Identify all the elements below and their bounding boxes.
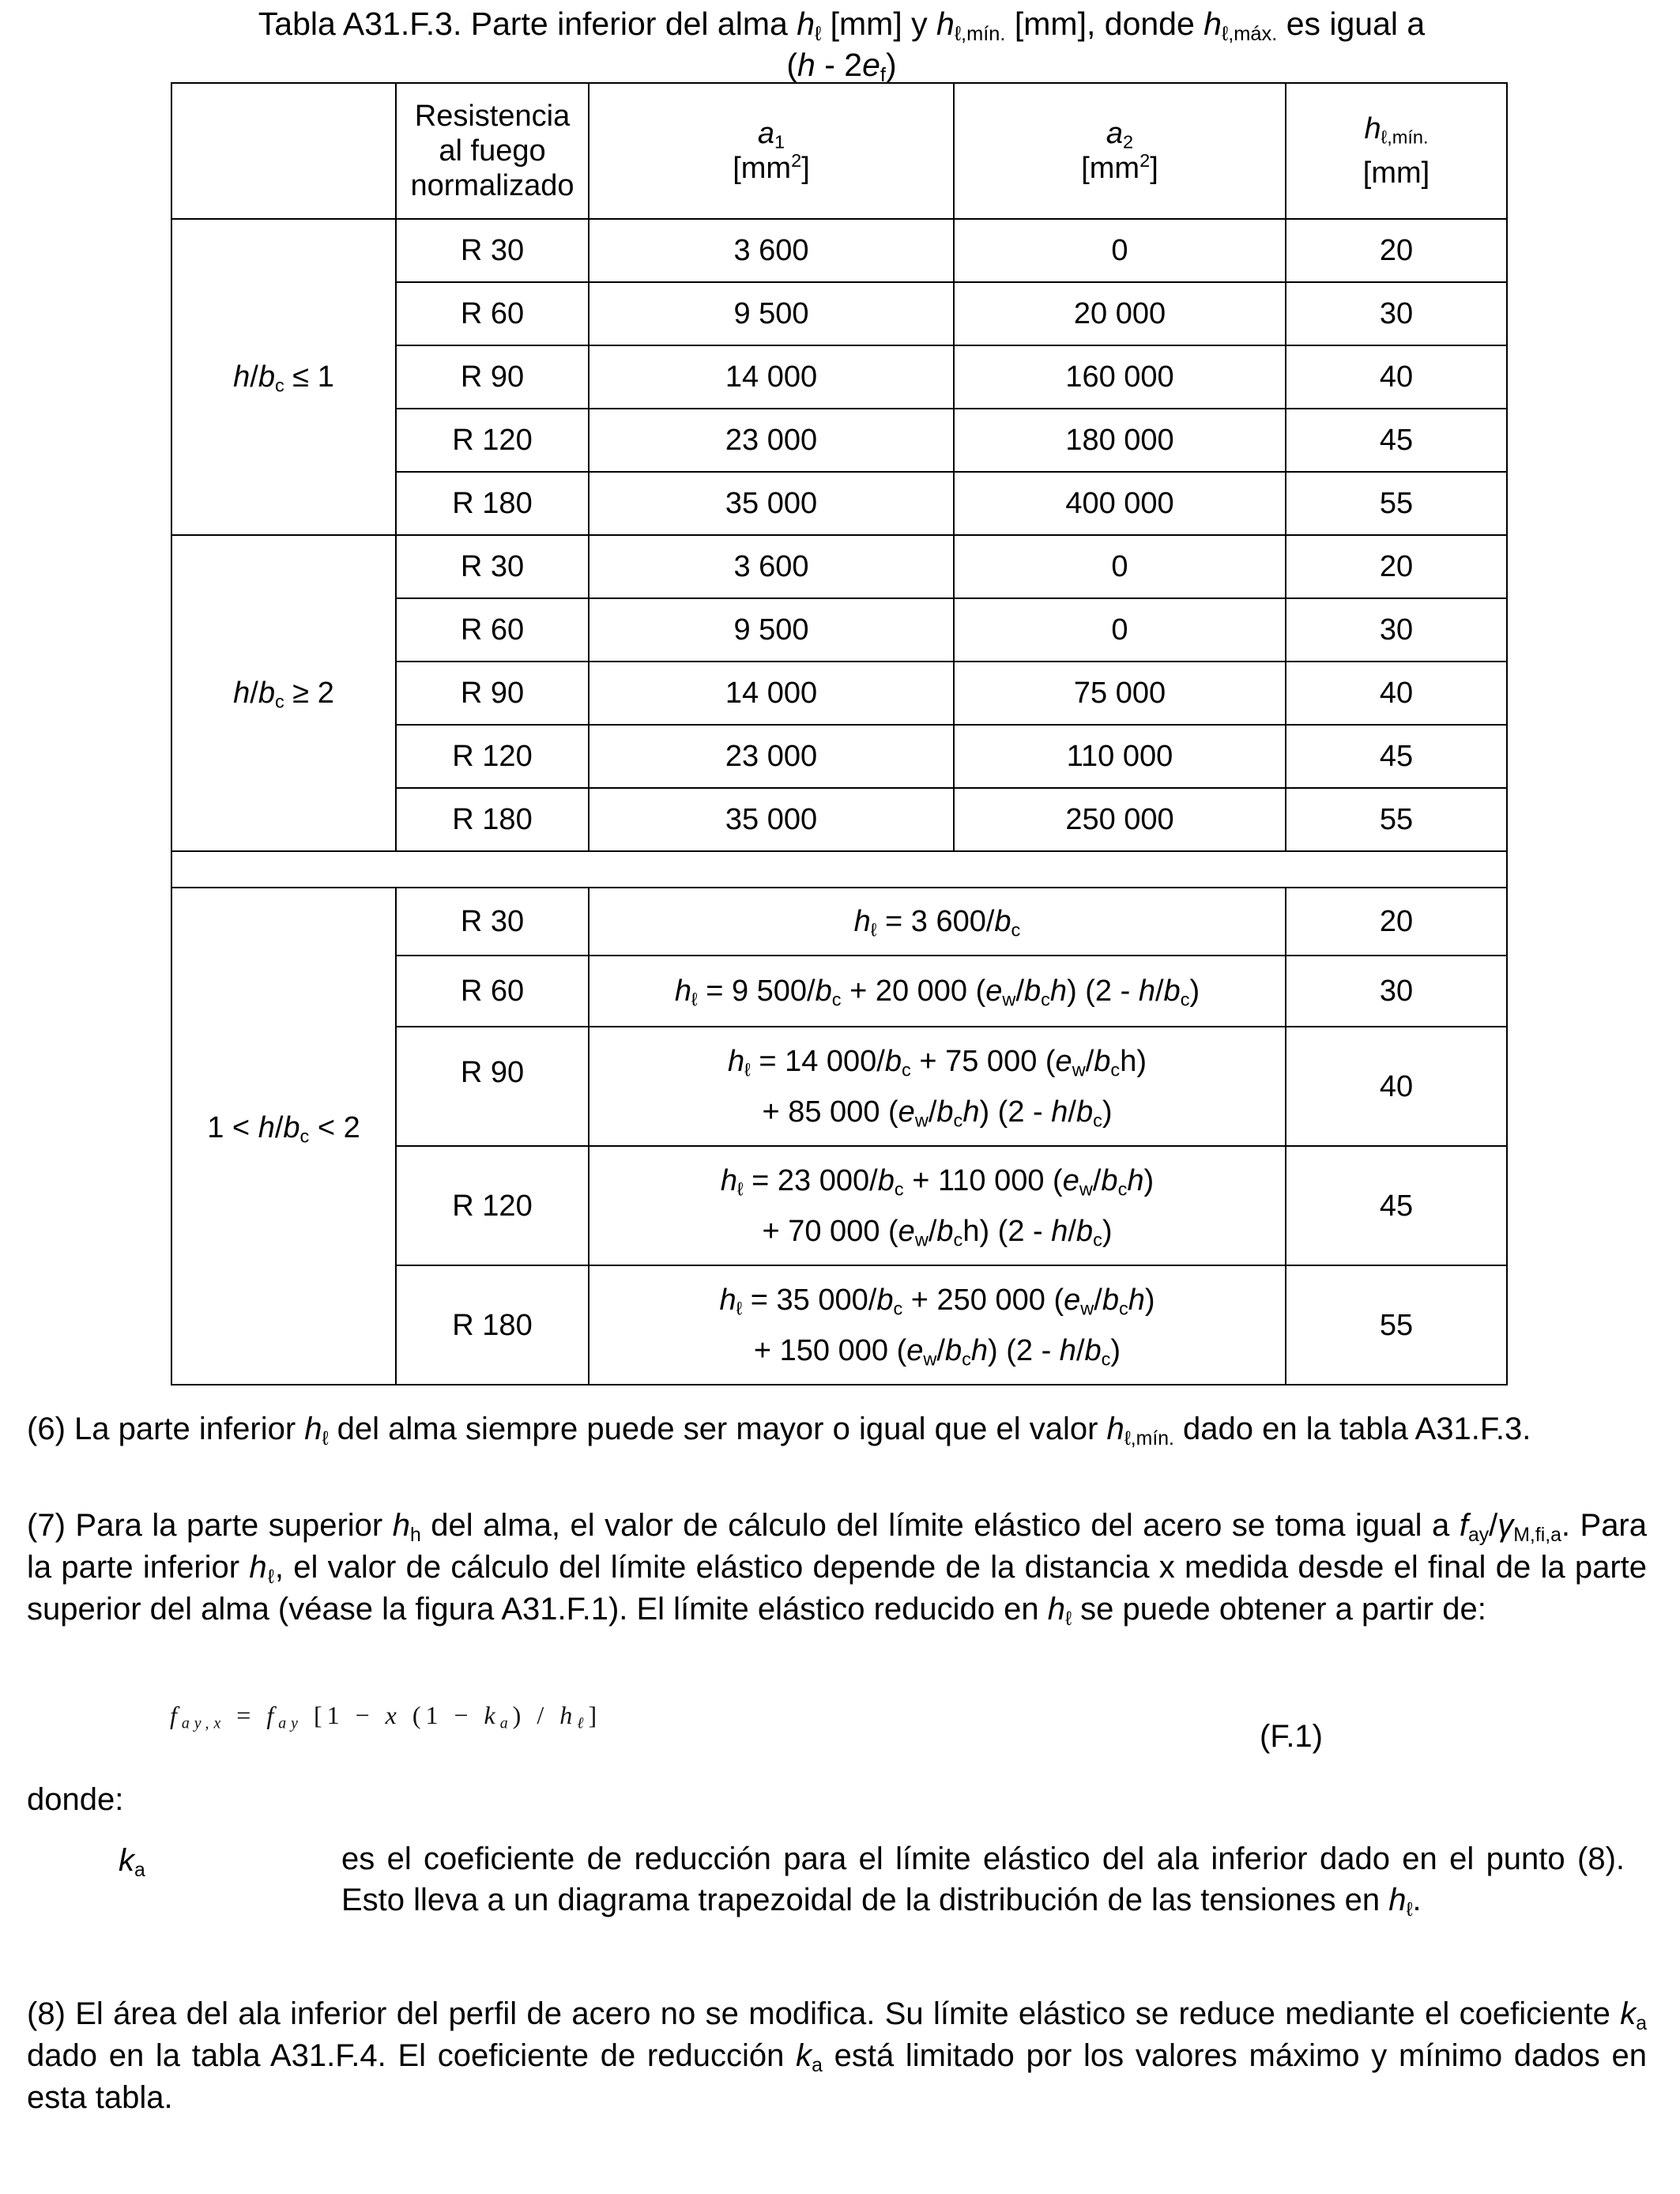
header-a1: $a_1$ $[mm^2]$	[589, 83, 954, 219]
cell-resistance: R 90	[396, 662, 589, 725]
cell-resistance: R 30	[396, 219, 589, 282]
table-caption: Tabla A31.F.3. Parte inferior del alma $h_\ell$ [mm] y $h_{\ell,mín.}$ [mm], donde $h_{\ell,máx.}$ es igual a $(h - 2e_f)$	[258, 6, 1426, 87]
cell-hmin: 40	[1286, 345, 1507, 409]
formula-f1: $f_{ay,x} = f_{ay}$ [1 − x $(1 - k_a) / h_\ell$]	[170, 1701, 602, 1732]
table-header-row	[171, 83, 1507, 219]
cell-resistance: R 90	[396, 1027, 589, 1146]
cell-hmin: 55	[1286, 1265, 1507, 1385]
cell-a2: 0	[954, 598, 1286, 662]
cell-hmin: 55	[1286, 472, 1507, 535]
cell-a2: 0	[954, 535, 1286, 598]
cell-a2: 180 000	[954, 409, 1286, 472]
cell-hmin: 55	[1286, 788, 1507, 851]
cell-formula-r180: $h_\ell = 35$ $000/b_c + 250$ 000 $(e_w/b_ch)$ + 150 000 $(e_w/b_ch)$ $(2 - h/b_c)$	[589, 1265, 1286, 1385]
cell-a1: 23 000	[589, 725, 954, 788]
web-lower-part-table	[171, 82, 1508, 1385]
cell-formula-r120: $h_\ell = 23$ $000/b_c + 110$ 000 $(e_w/b_ch)$ + 70 000 $(e_w/b_ch)$ $(2 - h/b_c)$	[589, 1146, 1286, 1265]
cell-hmin: 40	[1286, 662, 1507, 725]
cell-hmin: 20	[1286, 888, 1507, 956]
cell-hmin: 40	[1286, 1027, 1507, 1146]
cell-a2: 250 000	[954, 788, 1286, 851]
cell-hmin: 20	[1286, 535, 1507, 598]
cell-resistance: R 120	[396, 409, 589, 472]
cell-hmin: 45	[1286, 409, 1507, 472]
header-a2: $a_2$ $[mm^2]$	[954, 83, 1286, 219]
cell-resistance: R 60	[396, 956, 589, 1027]
cell-resistance: R 120	[396, 725, 589, 788]
cell-a2: 0	[954, 219, 1286, 282]
cell-resistance: R 60	[396, 598, 589, 662]
cell-a2: 20 000	[954, 282, 1286, 345]
cell-a2: 400 000	[954, 472, 1286, 535]
cell-hmin: 30	[1286, 282, 1507, 345]
cell-a2: 160 000	[954, 345, 1286, 409]
cell-hmin: 20	[1286, 219, 1507, 282]
cell-resistance: R 30	[396, 888, 589, 956]
cell-formula-r60: $h_\ell = 9$ $500/b_c + 20$ 000 $(e_w/b_ch)$ $(2 - h/b_c)$	[589, 956, 1286, 1027]
cell-resistance: R 180	[396, 788, 589, 851]
cell-a1: 9 500	[589, 282, 954, 345]
cell-hmin: 30	[1286, 598, 1507, 662]
table-row	[171, 219, 1507, 282]
cell-a1: 35 000	[589, 472, 954, 535]
cell-formula-r30: $h_\ell = 3$ $600/b_c$	[589, 888, 1286, 956]
cell-resistance: R 180	[396, 472, 589, 535]
cell-hmin: 45	[1286, 725, 1507, 788]
cell-resistance: R 180	[396, 1265, 589, 1385]
definition-symbol-ka: $k_a$	[119, 1843, 145, 1881]
donde-label: donde:	[27, 1782, 124, 1817]
cell-a2: 110 000	[954, 725, 1286, 788]
cell-formula-r90: $h_\ell = 14$ $000/b_c + 75$ 000 $(e_w/b_ch)$ + 85 000 $(e_w/b_ch)$ $(2 - h/b_c)$	[589, 1027, 1286, 1146]
cell-a1: 14 000	[589, 345, 954, 409]
header-hmin: $h_{\ell,mín.}$ [mm]	[1286, 83, 1507, 219]
header-resistencia: Resistencia al fuego normalizado	[396, 83, 589, 219]
paragraph-8: (8) El área del ala inferior del perfil de acero no se modifica. Su límite elástico se reduce mediante el coeficiente $k_a$ dado en la tabla A31.F.4. El coeficiente de reducción $k_a$ está limitado por los valores máximo y mínimo dados en esta tabla.	[27, 1996, 1647, 2115]
cell-a1: 9 500	[589, 598, 954, 662]
cell-resistance: R 90	[396, 345, 589, 409]
cell-a1: 35 000	[589, 788, 954, 851]
definition-text-ka: es el coeficiente de reducción para el límite elástico del ala inferior dado en el punto (8). Esto lleva a un diagrama trapezoidal de la distribución de las tensiones en $h_\ell$.	[341, 1842, 1625, 1921]
cell-resistance: R 30	[396, 535, 589, 598]
header-empty-cell	[171, 83, 396, 219]
cell-a2: 75 000	[954, 662, 1286, 725]
cell-a1: 23 000	[589, 409, 954, 472]
group-label-g2: $h/b_c \ge 2$	[171, 535, 396, 851]
paragraph-7: (7) Para la parte superior $h_h$ del alma, el valor de cálculo del límite elástico del acero se toma igual a $f_{ay}/\gamma_{M,fi,a}$. Para la parte inferior $h_\ell$, el valor de cálculo del límite elástico depende de la distancia x medida desde el final de la parte superior del alma (véase la figura A31.F.1). El límite elástico reducido en $h_\ell$ se puede obtener a partir de:	[27, 1508, 1648, 1630]
cell-resistance: R 120	[396, 1146, 589, 1265]
table-row	[171, 535, 1507, 598]
group-label-g1: $h/b_c \le 1$	[171, 219, 396, 535]
spacer-cell	[171, 851, 1507, 888]
group-label-g3: $1 < h/b_c < 2$	[171, 888, 396, 1385]
cell-hmin: 45	[1286, 1146, 1507, 1265]
cell-a1: 14 000	[589, 662, 954, 725]
cell-a1: 3 600	[589, 219, 954, 282]
table-row	[171, 888, 1507, 956]
cell-a1: 3 600	[589, 535, 954, 598]
equation-number: (F.1)	[1260, 1719, 1323, 1754]
cell-hmin: 30	[1286, 956, 1507, 1027]
paragraph-6: (6) La parte inferior $h_\ell$ del alma siempre puede ser mayor o igual que el valor $h_{\ell,mín.}$ dado en la tabla A31.F.3.	[27, 1412, 1531, 1449]
table-spacer-row	[171, 851, 1507, 888]
cell-resistance: R 60	[396, 282, 589, 345]
